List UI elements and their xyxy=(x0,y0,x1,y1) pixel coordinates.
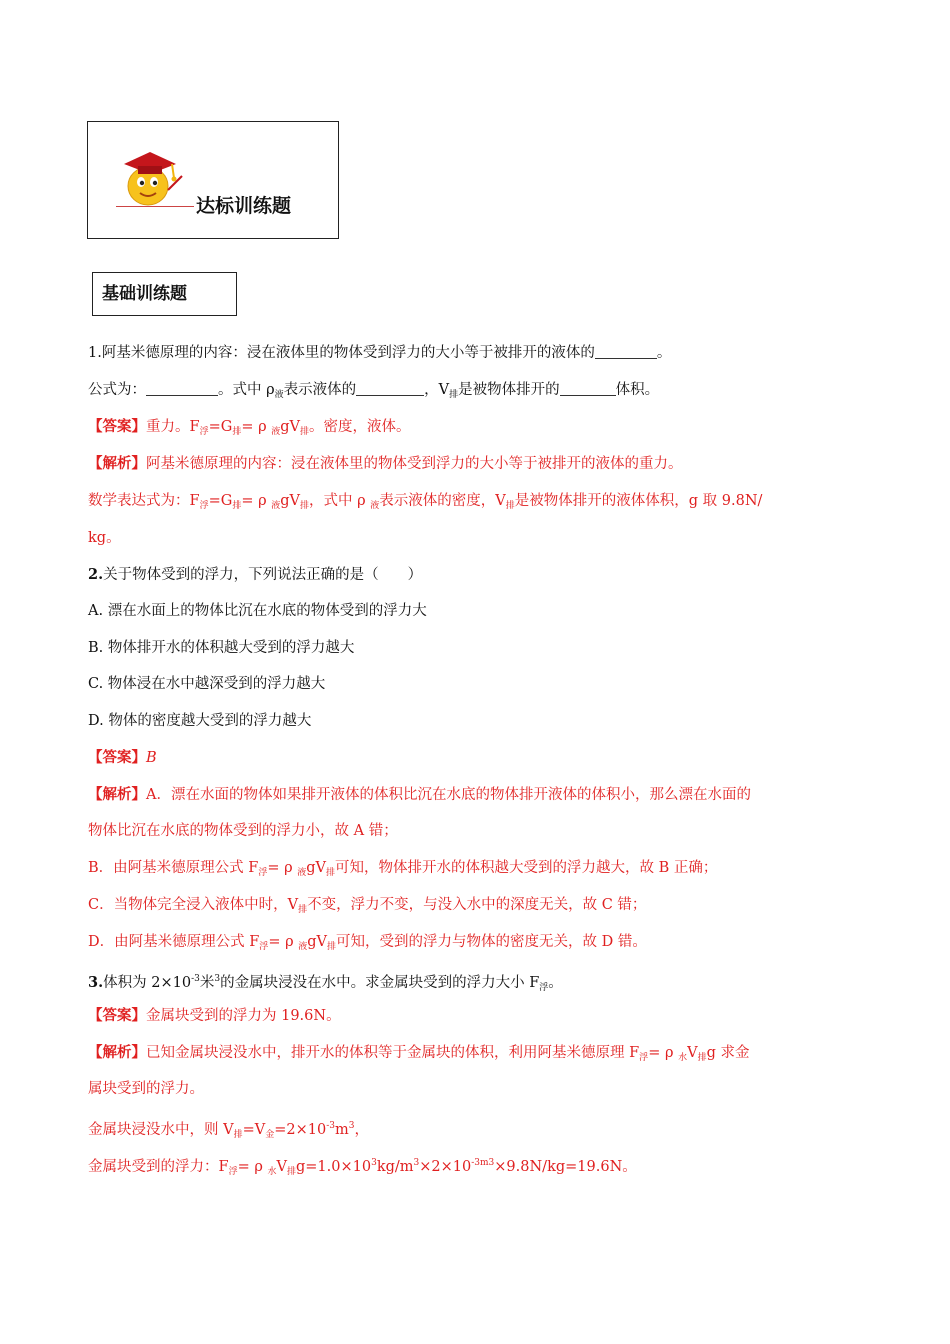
q1-analysis-text: 数学表达式为：F xyxy=(88,493,200,509)
q1-answer-text: =G xyxy=(208,419,233,435)
header-title: 达标训练题 xyxy=(196,195,292,217)
q2-analysis-text: C．当物体完全浸入液体中时，V xyxy=(88,897,299,913)
q3-stem-text: 的金属块浸没在水中。求金属块受到的浮力大小 F xyxy=(220,975,540,991)
q3-analysis-text: g=1.0×10 xyxy=(296,1159,372,1175)
q3-analysis-text: =2×10 xyxy=(274,1122,327,1138)
q3-analysis-text: 已知金属块浸没水中，排开水的体积等于金属块的体积，利用阿基米德原理 F xyxy=(146,1045,640,1061)
q2-analysis-text: 可知，受到的浮力与物体的密度无关，故 D 错。 xyxy=(336,934,647,950)
q2-option-a: A. 漂在水面上的物体比沉在水底的物体受到的浮力大 xyxy=(88,603,427,619)
q1-sub: 排 xyxy=(505,501,515,511)
q3-sub: 排 xyxy=(233,1130,243,1140)
q2-sub: 浮 xyxy=(258,868,268,878)
q1-sub: 排 xyxy=(232,501,242,511)
q2-analysis-text: = ρ xyxy=(268,934,299,950)
q1-stem-text: 1.阿基米德原理的内容：浸在液体里的物体受到浮力的大小等于被排开的液体的 xyxy=(88,345,595,361)
q1-analysis-text: gV xyxy=(280,493,301,509)
q2-answer-value: B xyxy=(146,750,157,766)
q2-sub: 液 xyxy=(298,942,308,952)
q3-sub: 水 xyxy=(678,1053,688,1063)
q3-analysis-text: g 求金 xyxy=(706,1045,750,1061)
q2-analysis-c xyxy=(88,895,646,920)
q3-sub: 排 xyxy=(286,1167,296,1177)
answer-tag: 【答案】 xyxy=(88,418,146,435)
q3-sup: -3 xyxy=(326,1121,336,1131)
q1-answer-text: 。密度，液体。 xyxy=(309,419,411,435)
q3-sub: 浮 xyxy=(228,1167,238,1177)
q1-blank-3 xyxy=(356,381,424,396)
graduate-mascot-icon xyxy=(110,140,190,210)
q2-sub: 排 xyxy=(326,868,336,878)
q3-analysis-line4 xyxy=(88,1153,637,1182)
q1-answer xyxy=(88,417,411,442)
q1-text-c: 表示液体的 xyxy=(283,382,357,398)
q1-stem-line2 xyxy=(88,380,659,405)
q2-option-c: C. 物体浸在水中越深受到的浮力越大 xyxy=(88,676,326,692)
q2-analysis-text: gV xyxy=(307,934,327,950)
q1-blank-4 xyxy=(560,381,616,396)
q1-sub: 浮 xyxy=(199,427,209,437)
q3-sub: 排 xyxy=(697,1053,707,1063)
q1-analysis-text: 表示液体的密度，V xyxy=(379,493,506,509)
q1-analysis-text: =G xyxy=(208,493,233,509)
q3-analysis-text: = ρ xyxy=(237,1159,268,1175)
q1-analysis-text: 阿基米德原理的内容：浸在液体里的物体受到浮力的大小等于被排开的液体的重力。 xyxy=(146,456,683,472)
section-title: 基础训练题 xyxy=(102,284,187,304)
q3-analysis-text: ×2×10 xyxy=(419,1159,472,1175)
q3-analysis-text: ， xyxy=(354,1122,369,1138)
q3-sup: 3 xyxy=(348,1121,355,1131)
q3-analysis-text: kg/m xyxy=(376,1159,414,1175)
q2-analysis-b xyxy=(88,858,717,883)
q3-answer-text: 金属块受到的浮力为 19.6N。 xyxy=(146,1008,341,1024)
analysis-tag: 【解析】 xyxy=(88,1044,146,1061)
q1-answer-text: 重力。F xyxy=(146,419,200,435)
q3-sub: 浮 xyxy=(639,1053,649,1063)
q3-sup: 3 xyxy=(214,974,221,984)
q2-sub: 排 xyxy=(298,905,308,915)
q1-blank-2 xyxy=(146,381,218,396)
q3-answer xyxy=(88,1006,341,1026)
q2-option-b: B. 物体排开水的体积越大受到的浮力越大 xyxy=(88,640,355,656)
q3-stem-text: 米 xyxy=(199,975,215,991)
analysis-tag: 【解析】 xyxy=(88,786,146,803)
q2-option-d: D. 物体的密度越大受到的浮力越大 xyxy=(88,713,312,729)
q3-analysis-text: 金属块受到的浮力：F xyxy=(88,1159,229,1175)
q2-analysis-text: B．由阿基米德原理公式 F xyxy=(88,860,259,876)
answer-tag: 【答案】 xyxy=(88,749,146,766)
q1-sub: 液 xyxy=(274,390,284,400)
header-rule xyxy=(116,206,194,207)
q2-sub: 排 xyxy=(327,942,337,952)
q2-sub: 浮 xyxy=(259,942,269,952)
q2-stem-text: 关于物体受到的浮力，下列说法正确的是（ ） xyxy=(103,567,423,583)
q2-analysis-text: 可知，物体排开水的体积越大受到的浮力越大，故 B 正确； xyxy=(335,860,718,876)
q1-sub: 液 xyxy=(271,427,281,437)
q2-analysis-text: A．漂在水面的物体如果排开液体的体积比沉在水底的物体排开液体的体积小，那么漂在水面的 xyxy=(146,787,751,803)
q1-analysis-text: = ρ xyxy=(241,493,272,509)
q1-text-e: 是被物体排开的 xyxy=(458,382,560,398)
q1-sub: 浮 xyxy=(199,501,209,511)
q3-analysis-line1 xyxy=(88,1043,750,1068)
q3-analysis-text: m xyxy=(335,1122,349,1138)
q2-answer xyxy=(88,748,157,768)
q3-analysis-text: V xyxy=(276,1159,287,1175)
q3-analysis-text: 金属块浸没水中，则 V xyxy=(88,1122,234,1138)
q2-analysis-text: = ρ xyxy=(267,860,298,876)
q3-analysis-text: ×9.8N/kg=19.6N。 xyxy=(494,1159,637,1175)
q1-text-d: ，V xyxy=(424,382,450,398)
q3-analysis-text: V xyxy=(687,1045,698,1061)
q2-analysis-d xyxy=(88,932,647,957)
q1-blank-1 xyxy=(595,344,657,359)
q3-sup: 3 xyxy=(371,1158,377,1168)
q1-sub: 排 xyxy=(300,501,310,511)
q3-sub: 水 xyxy=(267,1167,277,1177)
q1-sub: 排 xyxy=(300,427,310,437)
q2-number: 2. xyxy=(88,566,104,583)
q1-analysis-text: 是被物体排开的液体体积，g 取 9.8N/ xyxy=(514,493,763,509)
q1-stem-end: 。 xyxy=(656,345,672,361)
q1-text-b: 。式中 ρ xyxy=(218,382,275,398)
q1-sub: 液 xyxy=(271,501,281,511)
q2-analysis-text: D．由阿基米德原理公式 F xyxy=(88,934,260,950)
q1-sub: 排 xyxy=(449,390,459,400)
q1-stem-line1 xyxy=(88,343,671,363)
q3-stem xyxy=(88,969,563,998)
q1-sub: 液 xyxy=(370,501,380,511)
q3-sup: 3 xyxy=(413,1158,420,1168)
q1-answer-text: gV xyxy=(280,419,301,435)
q2-analysis-text: gV xyxy=(306,860,327,876)
q3-sub: 浮 xyxy=(539,983,549,993)
q3-sup: -3 xyxy=(191,974,200,984)
q1-formula-label: 公式为： xyxy=(88,382,146,398)
q3-analysis-text: =V xyxy=(242,1122,266,1138)
q3-number: 3. xyxy=(88,974,104,991)
q1-analysis-line3: kg。 xyxy=(88,530,121,546)
q1-analysis-text: ，式中 ρ xyxy=(309,493,371,509)
q2-sub: 液 xyxy=(297,868,307,878)
q2-analysis-line2: 物体比沉在水底的物体受到的浮力小，故 A 错； xyxy=(88,823,398,839)
q3-analysis-line2: 属块受到的浮力。 xyxy=(88,1081,204,1097)
q3-stem-text: 体积为 2×10 xyxy=(103,975,192,991)
answer-tag: 【答案】 xyxy=(88,1007,146,1024)
q1-sub: 排 xyxy=(232,427,242,437)
q3-stem-text: 。 xyxy=(548,975,563,991)
q1-text-f: 体积。 xyxy=(615,382,660,398)
q3-analysis-text: = ρ xyxy=(648,1045,679,1061)
q3-sup: -3m3 xyxy=(471,1158,495,1168)
analysis-tag: 【解析】 xyxy=(88,455,146,472)
q1-answer-text: = ρ xyxy=(241,419,272,435)
q2-analysis-line1 xyxy=(88,785,751,805)
q2-stem xyxy=(88,565,422,585)
q1-analysis-line1 xyxy=(88,454,683,474)
q2-analysis-text: 不变，浮力不变，与没入水中的深度无关，故 C 错； xyxy=(307,897,647,913)
q3-analysis-line3 xyxy=(88,1116,369,1145)
q3-sub: 金 xyxy=(265,1130,275,1140)
q1-analysis-line2 xyxy=(88,491,762,516)
